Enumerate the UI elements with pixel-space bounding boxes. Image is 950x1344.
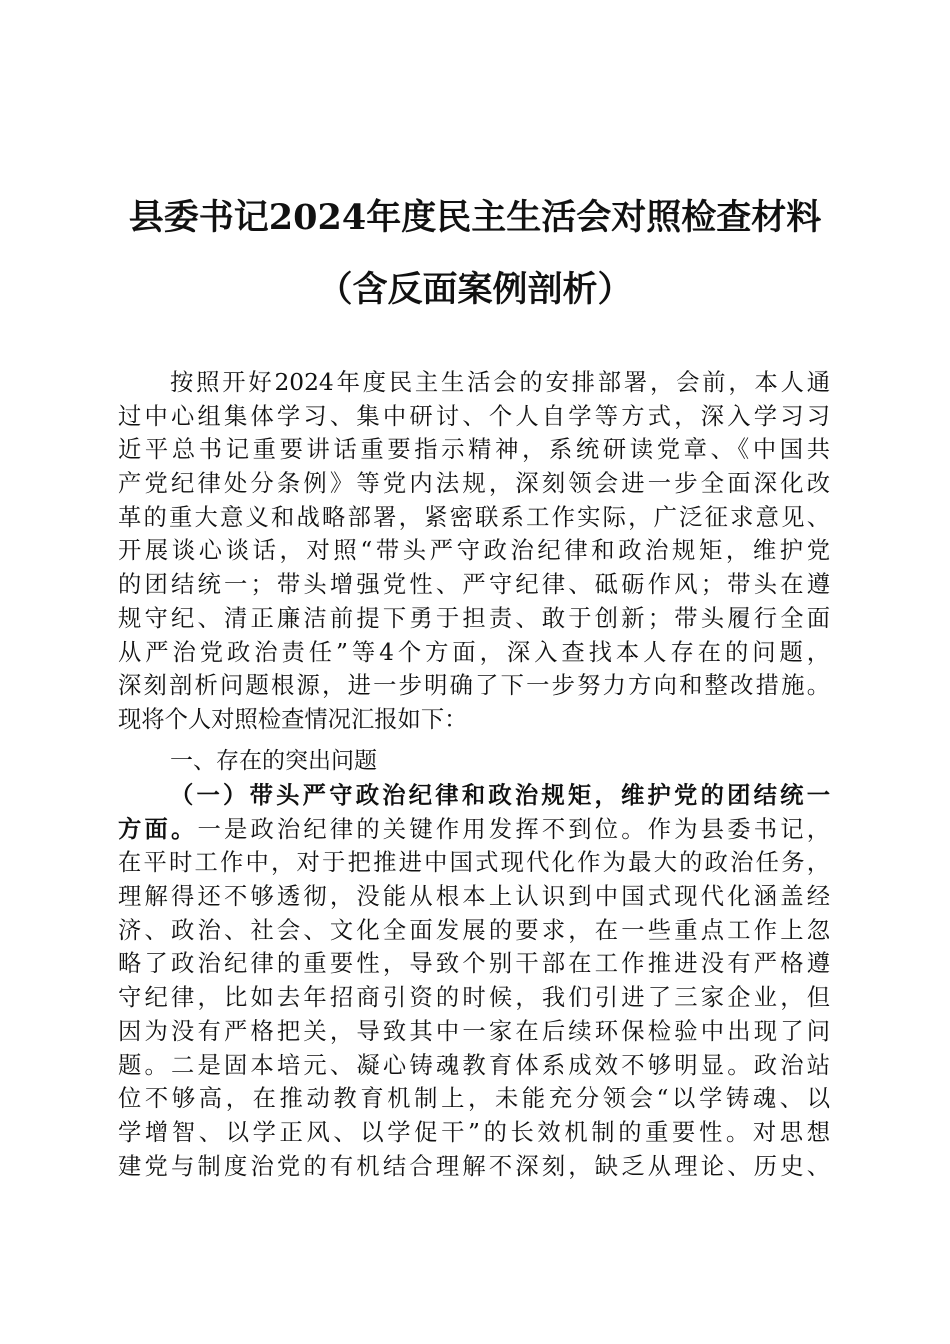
intro-line: 按照开好2024年度民主生活会的安排部署，会前，本人通 [170, 369, 830, 396]
subsection-heading-tail: 方面。 [118, 815, 198, 843]
subsection-line: 建党与制度治党的有机结合理解不深刻，缺乏从理论、历史、 [118, 1152, 830, 1180]
intro-line: 规守纪、清正廉洁前提下勇于担责、敢于创新；带头履行全面 [118, 604, 830, 632]
subsection-line: 济、政治、社会、文化全面发展的要求，在一些重点工作上忽 [118, 916, 830, 944]
subsection-heading: （一）带头严守政治纪律和政治规矩，维护党的团结统一 [170, 782, 830, 809]
document-subtitle: （含反面案例剖析） [317, 269, 633, 310]
intro-line: 从严治党政治责任”等4个方面，深入查找本人存在的问题， [118, 638, 830, 666]
subsection-first-line [118, 813, 830, 847]
document-title: 县委书记2024年度民主生活会对照检查材料 [128, 197, 822, 238]
intro-line: 产党纪律处分条例》等党内法规，深刻领会进一步全面深化改 [118, 470, 830, 498]
subsection-line: 理解得还不够透彻，没能从根本上认识到中国式现代化涵盖经 [118, 883, 830, 911]
subsection-line: 学增智、以学正风、以学促干”的长效机制的重要性。对思想 [118, 1118, 830, 1146]
intro-line: 革的重大意义和战略部署，紧密联系工作实际，广泛征求意见、 [118, 503, 830, 531]
subsection-line: 位不够高，在推动教育机制上，未能充分领会“以学铸魂、以 [118, 1085, 830, 1113]
section-heading-block [118, 745, 830, 779]
intro-line: 的团结统一；带头增强党性、严守纪律、砥砺作风；带头在遵 [118, 571, 830, 599]
intro-line: 现将个人对照检查情况汇报如下： [118, 705, 468, 733]
subsection-line: 守纪律，比如去年招商引资的时候，我们引进了三家企业，但 [118, 984, 830, 1012]
subsection-line: 因为没有严格把关，导致其中一家在后续环保检验中出现了问 [118, 1017, 830, 1045]
subsection-paragraph [118, 779, 830, 1183]
subsection-line: 在平时工作中，对于把推进中国式现代化作为最大的政治任务， [118, 849, 830, 877]
intro-line: 开展谈心谈话，对照“带头严守政治纪律和政治规矩，维护党 [118, 537, 830, 565]
section-heading: 一、存在的突出问题 [170, 748, 377, 774]
subsection-line: 题。二是固本培元、凝心铸魂教育体系成效不够明显。政治站 [118, 1051, 830, 1079]
intro-paragraph [118, 366, 830, 737]
subsection-text: 一是政治纪律的关键作用发挥不到位。作为县委书记， [197, 815, 831, 843]
intro-line: 过中心组集体学习、集中研讨、个人自学等方式，深入学习习 [118, 402, 830, 430]
intro-line: 近平总书记重要讲话重要指示精神，系统研读党章、《中国共 [118, 436, 830, 464]
intro-line: 深刻剖析问题根源，进一步明确了下一步努力方向和整改措施。 [118, 672, 830, 700]
subsection-line: 略了政治纪律的重要性，导致个别干部在工作推进没有严格遵 [118, 950, 830, 978]
